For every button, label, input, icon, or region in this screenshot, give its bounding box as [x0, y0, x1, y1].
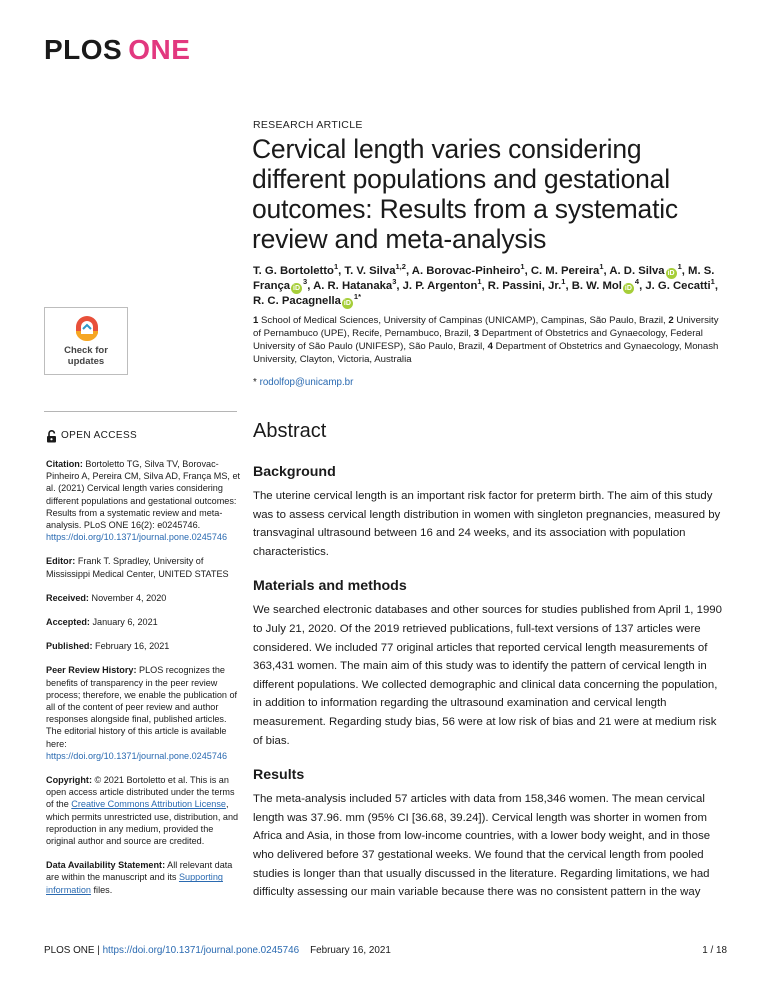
- abstract-section: [253, 420, 723, 919]
- author-affiliation-number: 1: [333, 262, 339, 272]
- author-name: [313, 277, 397, 292]
- corresponding-email-link[interactable]: rodolfop@unicamp.br: [259, 377, 354, 388]
- affiliation-text: University of Pernambuco (UPE), Recife, Pernambuco, Brazil,: [253, 315, 719, 339]
- journal-logo-one: ONE: [128, 34, 191, 65]
- data-availability-label: Data Availability Statement:: [46, 860, 166, 871]
- affiliation-item: [253, 315, 668, 326]
- sidebar-divider: [44, 411, 237, 412]
- author-list: T. G. Bortoletto$^1$, T. V. Silva$^{1,2}$, A. Borovac-Pinheiro$^1$, C. M. Pereira$^1$, A. D. Silva $iD^1$, M. S. França $iD^3$, A. R. Hatanaka$^3$, J. P. Argenton$^1$, R. Passini, Jr.$^1$, B. W. Mol $iD^4$, J. G. Cecatti$^1$, R. C. Pacagnella $iD^{1*}$: [253, 262, 718, 307]
- corresponding-author: [253, 377, 353, 388]
- footer-date: February 16, 2021: [310, 945, 391, 956]
- author-name: [530, 262, 604, 277]
- data-availability-text: All relevant data are within the manuscript and its: [46, 860, 233, 883]
- footer-left: [44, 945, 391, 956]
- editor-text: Frank T. Spradley, University of Mississippi Medical Center, UNITED STATES: [46, 556, 229, 579]
- background-heading: Background: [253, 464, 336, 480]
- open-access-label: OPEN ACCESS: [61, 430, 138, 442]
- affiliations: [253, 314, 723, 366]
- footer-journal: PLOS ONE |: [44, 945, 100, 956]
- author-name-text: J. P. Argenton: [402, 280, 478, 292]
- orcid-icon[interactable]: iD: [667, 270, 675, 277]
- affiliation-number: 2: [668, 315, 674, 326]
- peer-review-block: [46, 664, 241, 762]
- published-block: [46, 640, 241, 652]
- journal-logo: [44, 36, 190, 64]
- orcid-icon[interactable]: iD: [293, 285, 301, 292]
- author-affiliation-number: 3: [303, 277, 308, 287]
- author-name: [411, 262, 525, 277]
- editor-block: [46, 555, 241, 579]
- author-affiliation-number: 3: [392, 277, 397, 287]
- check-for-updates-button[interactable]: [44, 307, 128, 375]
- background-text: The uterine cervical length is an important risk factor for preterm birth. The aim of this study was to assess cervical length distribution in women with singleton pregnancies, measured by transvaginal ultrasound between 16 and 24 weeks, and its association with population characteristics.: [253, 490, 721, 558]
- author-name-text: B. W. Mol: [571, 280, 622, 292]
- author-affiliation-number: 1: [520, 262, 525, 272]
- author-name-text: R. Passini, Jr.: [487, 280, 562, 292]
- author-name: [253, 262, 339, 277]
- author-name-text: R. C. Pacagnella: [253, 295, 341, 307]
- author-name: [487, 277, 566, 292]
- data-availability-block: [46, 859, 241, 896]
- published-label: Published:: [46, 641, 93, 652]
- copyright-block: [46, 774, 241, 847]
- author-affiliation-number: 1: [677, 262, 682, 272]
- footer-doi-link[interactable]: https://doi.org/10.1371/journal.pone.0245746: [102, 945, 300, 956]
- results-heading: Results: [253, 767, 305, 784]
- citation-text: Bortoletto TG, Silva TV, Borovac-Pinheiro A, Pereira CM, Silva AD, França MS, et al. (2021) Cervical length varies considering different populations and gestational outcomes: Results from a systematic review and meta-analysis. PLoS ONE 16(2): e0245746.: [46, 459, 241, 531]
- affiliation-text: Department of Obstetrics and Gynaecology, Federal University of São Paulo (UNIFESP), São Paulo, Brazil,: [253, 328, 703, 352]
- peer-review-label: Peer Review History:: [46, 665, 137, 676]
- citation-block: [46, 458, 241, 543]
- peer-review-text: PLOS recognizes the benefits of transparency in the peer review process; therefore, we enable the publication of all of the content of peer review and author responses alongside final, published articles. The editorial history of this article is available here:: [46, 665, 238, 749]
- affiliation-text: School of Medical Sciences, University of Campinas (UNICAMP), Campinas, São Paulo, Brazil,: [258, 315, 669, 326]
- received-block: [46, 592, 241, 604]
- page-footer: [44, 945, 727, 956]
- citation-label: Citation:: [46, 459, 83, 469]
- accepted-date: January 6, 2021: [92, 617, 158, 628]
- author-affiliation-number: 1: [599, 262, 604, 272]
- peer-review-link[interactable]: https://doi.org/10.1371/journal.pone.0245746: [46, 750, 228, 761]
- check-updates-icon: [74, 314, 100, 342]
- accepted-label: Accepted:: [46, 617, 90, 628]
- author-name-text: T. G. Bortoletto: [253, 265, 334, 277]
- open-access-badge: [46, 430, 241, 443]
- page-number: 1 / 18: [702, 945, 727, 956]
- author-name-text: A. D. Silva: [609, 265, 665, 277]
- received-date: November 4, 2020: [91, 592, 167, 603]
- supporting-information-link[interactable]: Supporting information: [46, 872, 223, 895]
- journal-logo-plos: PLOS: [44, 34, 123, 65]
- author-name-text: C. M. Pereira: [530, 265, 600, 277]
- author-name: [253, 292, 361, 307]
- affiliation-text: Department of Obstetrics and Gynaecology, Monash University, Clayton, Victoria, Australia: [253, 341, 719, 365]
- article-type: RESEARCH ARTICLE: [253, 119, 363, 131]
- license-link[interactable]: Creative Commons Attribution License: [71, 799, 226, 810]
- received-label: Received:: [46, 592, 89, 603]
- author-affiliation-number: 1*: [353, 292, 361, 302]
- sidebar: [46, 430, 241, 908]
- orcid-icon[interactable]: iD: [343, 300, 351, 307]
- affiliation-number: 1: [253, 315, 259, 326]
- author-name: [344, 262, 406, 277]
- abstract-heading: Abstract: [253, 420, 327, 442]
- author-name-text: M. S. França: [253, 265, 715, 292]
- author-name: [571, 277, 640, 292]
- methods-text: We searched electronic databases and other sources for studies published from April 1, 1990 to July 21, 2020. Of the 2019 retrieved publications, full-text versions of 137 articles were considered. We included 77 original articles that reported cervical length measurements of 363,431 women. The main aim of this study was to identify the pattern of cervical length in different populations. We collected demographic and clinical data concerning the population, in addition to information regarding the ultrasound examination and cervical length measurement. Regarding study bias, 56 were at low risk of bias and 21 were at medium risk of bias.: [253, 604, 722, 747]
- author-name-text: A. Borovac-Pinheiro: [411, 265, 521, 277]
- check-updates-line2: updates: [67, 355, 105, 367]
- accepted-block: [46, 616, 241, 628]
- author-name: [402, 277, 482, 292]
- author-name: [609, 262, 682, 277]
- author-name-text: T. V. Silva: [344, 265, 396, 277]
- affiliation-number: 3: [473, 328, 480, 339]
- methods-heading: Materials and methods: [253, 578, 407, 595]
- copyright-text-1: © 2021 Bortoletto et al. This is an open access article distributed under the terms of the: [46, 775, 235, 810]
- copyright-text-2: , which permits unrestricted use, distribution, and reproduction in any medium, provided the original author and source are credited.: [46, 799, 239, 847]
- results-text: The meta-analysis included 57 articles with data from 158,346 women. The mean cervical length was 37.96. mm (95% CI [36.68, 39.24]). Cervical length was shorter in women from Africa and Asia, in those from low-income countries, with a lower body weight, and in those who delivered before 37 gestational weeks. We found that the cervical length from pooled studies is longer than that usually discussed in the literature. Regarding limitations, we had difficulty assessing our main variable because there was no consistent pattern in the way: [253, 793, 711, 899]
- author-name-text: J. G. Cecatti: [645, 280, 711, 292]
- check-updates-line1: Check for: [64, 345, 108, 356]
- corresponding-marker: *: [253, 377, 257, 388]
- author-affiliation-number: 1: [561, 277, 566, 287]
- copyright-label: Copyright:: [46, 775, 92, 786]
- author-affiliation-number: 1: [477, 277, 482, 287]
- author-affiliation-number: 4: [634, 277, 640, 287]
- author-affiliation-number: 1,2: [395, 262, 406, 272]
- author-affiliation-number: 1: [710, 277, 715, 287]
- data-availability-text-2: files.: [91, 884, 113, 895]
- published-date: February 16, 2021: [95, 641, 170, 652]
- editor-label: Editor:: [46, 556, 76, 567]
- author-name: [645, 277, 715, 292]
- citation-doi-link[interactable]: https://doi.org/10.1371/journal.pone.0245746: [46, 532, 228, 543]
- open-lock-icon: [46, 430, 57, 443]
- article-title: Cervical length varies considering different populations and gestational outcomes: Results from a systematic review and meta-analysis: [252, 134, 678, 254]
- author-name-text: A. R. Hatanaka: [313, 280, 393, 292]
- affiliation-number: 4: [487, 341, 493, 352]
- orcid-icon[interactable]: iD: [624, 285, 632, 292]
